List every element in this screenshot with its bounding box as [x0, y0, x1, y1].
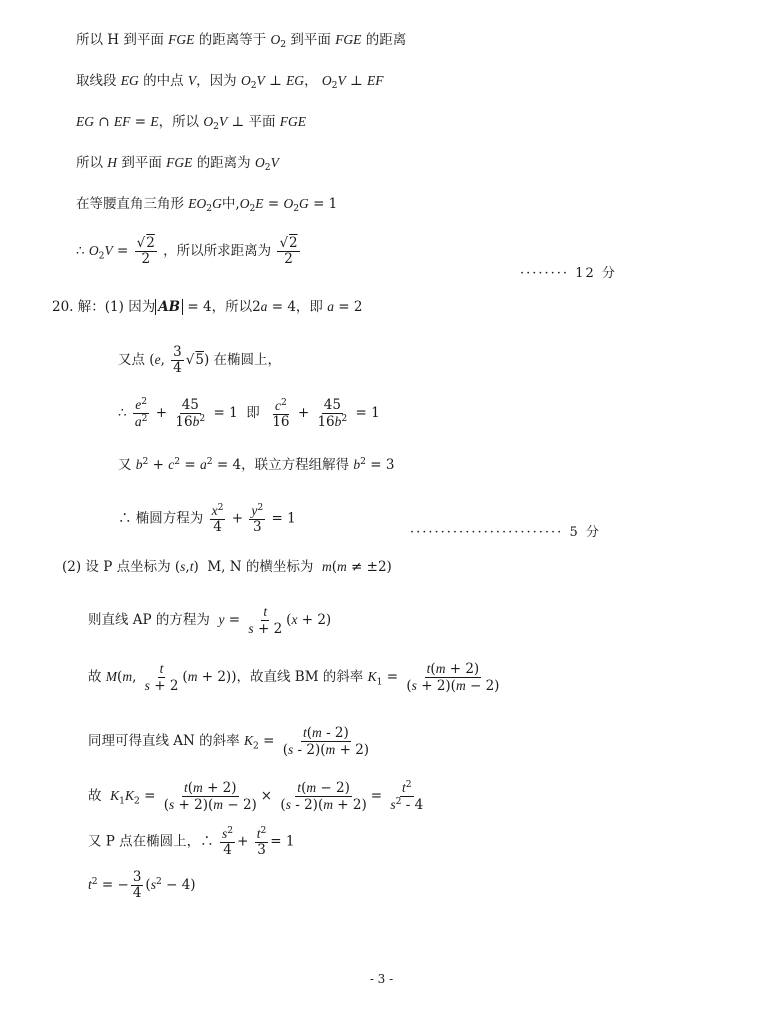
q20-line-1: 20. 解：(1) 因为 AB = 4，所以2a = 4，即 a = 2 — [52, 299, 363, 315]
page-number: - 3 - — [369, 972, 394, 986]
solution-line-1: 所以 H 到平面 FGE 的距离等于 $O_2$ 到平面 FGE 的距离 — [76, 32, 407, 51]
solution-line-6: ∴ $O_2V$ = $\frac{√2}{2}$ ，所以所求距离为 $\frac{√2}{2}$ — [76, 235, 298, 268]
score-12: ········ 12 分 — [520, 266, 617, 281]
part2-line-6: 又 P 点在椭圆上，∴ $\frac{s^2}{4}$ + $\frac{t^2}{3}$ = 1 — [88, 825, 295, 859]
q20-line-5: ∴ 椭圆方程为 $\frac{x^2}{4}$ + $\frac{y^2}{3}$ = 1 — [118, 502, 296, 536]
q20-line-2: 又点 (e, $\frac{3}{4}$ √5) 在椭圆上， — [118, 344, 282, 377]
q20-line-4: 又 $b^2 + c^2 = a^2 = 4$，联立方程组解得 $b^2 = 3$ — [118, 456, 395, 474]
solution-line-3: EG ∩ EF = E，所以 $O_2V$ ⊥ 平面 FGE — [76, 114, 307, 133]
part2-line-2: 则直线 AP 的方程为 y = $\frac{t}{s + 2}$ (x + 2) — [88, 604, 332, 638]
part2-line-3: 故 M(m, $\frac{t}{s + 2}$ (m + 2))，故直线 BM 的斜率 $K_1$ = $\frac{t(m + 2)}{(s + 2)(m - 2)}$ — [88, 661, 500, 695]
solution-line-4: 所以 H 到平面 FGE 的距离为 $O_2V$ — [76, 155, 279, 174]
part2-line-7: $t^2$ = − $\frac{3}{4}$ $(s^2 - 4)$ — [88, 869, 196, 902]
part2-line-4: 同理可得直线 AN 的斜率 $K_2$ = $\frac{t(m - 2)}{(s - 2)(m + 2)}$ — [88, 725, 370, 759]
solution-line-2: 取线段 EG 的中点 V，因为 $O_2V$ ⊥ EG， $O_2V$ ⊥ EF — [76, 73, 384, 92]
part2-line-1: (2) 设 P 点坐标为 (s,t) M, N 的横坐标为 m(m ≠ ±2) — [62, 559, 392, 575]
q20-line-3: ∴ $\frac{e^2}{a^2}$ + $\frac{45}{16b^2}$ = 1 即 $\frac{c^2}{16}$ + $\frac{45}{16b^2}$ = 1 — [118, 396, 380, 430]
score-5: ························· 5 分 — [410, 525, 601, 540]
solution-line-5: 在等腰直角三角形 $EO_2G$中$,O_2E = O_2G = 1$ — [76, 196, 338, 215]
part2-line-5: 故 $K_1K_2$ = $\frac{t(m + 2)}{(s + 2)(m - 2)}$ × $\frac{t(m - 2)}{(s - 2)(m + 2)}$ = $\frac{t^2}{s^2 - 4}$ — [88, 779, 424, 814]
